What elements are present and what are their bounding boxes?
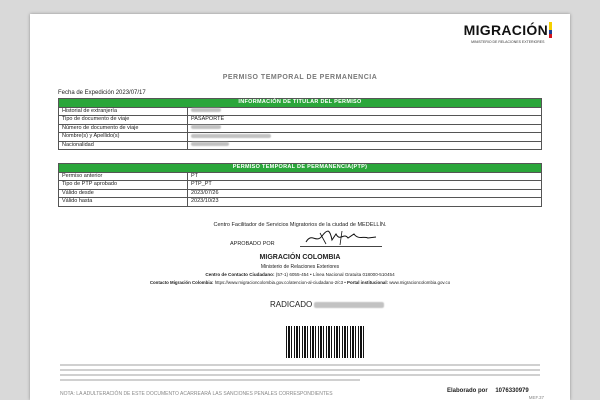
- row-label: Válido desde: [59, 189, 188, 198]
- barcode-image: [286, 326, 366, 358]
- issue-date: Fecha de Expedición 2023/07/17: [58, 90, 146, 96]
- row-label: Válido hasta: [59, 198, 188, 207]
- elaborated-label: Elaborado por: [447, 388, 488, 394]
- org-name: MIGRACIÓN COLOMBIA: [259, 254, 341, 261]
- contact-web-line: Contacto Migración Colombia: https://www.migracioncolombia.gov.co/atencion-al-ciudadano-2/c3 • Portal institucional: www.migracioncolombia.gov.co: [149, 280, 451, 285]
- permit-info-table: [58, 163, 542, 207]
- row-value: [188, 124, 542, 133]
- fine-print-line: [60, 369, 540, 371]
- row-label: Tipo de documento de viaje: [59, 116, 188, 125]
- holder-section-header: INFORMACIÓN DE TITULAR DEL PERMISO: [59, 99, 542, 108]
- table-row: [59, 189, 542, 198]
- row-value: [188, 133, 542, 142]
- logo-subtitle: MINISTERIO DE RELACIONES EXTERIORES: [471, 40, 545, 44]
- redacted-radicado: [314, 302, 384, 308]
- row-value: PTP_PT: [188, 181, 542, 190]
- row-value: PASAPORTE: [188, 116, 542, 125]
- fine-print-line: [60, 374, 540, 376]
- contact-web-link[interactable]: https://www.migracioncolombia.gov.co/atencion-al-ciudadano-2/c3: [214, 280, 344, 285]
- migracion-logo: [464, 22, 552, 44]
- permit-section-header: PERMISO TEMPORAL DE PERMANENCIA(PTP): [59, 164, 542, 173]
- document-page: [30, 14, 570, 400]
- radicado-label: RADICADO: [270, 300, 313, 309]
- redacted-value: [191, 134, 271, 138]
- signature-image: [302, 228, 382, 248]
- contact-center-label: Centro de Contacto Ciudadano:: [205, 272, 275, 277]
- table-row: [59, 133, 542, 142]
- service-center-text: Centro Facilitador de Servicios Migratorios de la ciudad de MEDELLÍN.: [213, 222, 387, 228]
- table-row: [59, 198, 542, 207]
- elaborated-by: [447, 388, 535, 394]
- row-value: [188, 141, 542, 150]
- meta-code: MEF.37: [528, 395, 544, 400]
- signature-line: [300, 246, 382, 247]
- colombia-flag-icon: [549, 22, 552, 38]
- row-label: Tipo de PTP aprobado: [59, 181, 188, 190]
- radicado-line: [270, 300, 384, 309]
- portal-link[interactable]: www.migracioncolombia.gov.co: [389, 280, 451, 285]
- redacted-value: [191, 125, 221, 129]
- table-row: [59, 116, 542, 125]
- table-row: [59, 107, 542, 116]
- table-row: [59, 124, 542, 133]
- portal-label: Portal institucional:: [347, 280, 388, 285]
- table-row: [59, 172, 542, 181]
- row-label: Nacionalidad: [59, 141, 188, 150]
- table-row: [59, 141, 542, 150]
- row-value: 2023/10/23: [188, 198, 542, 207]
- document-title: PERMISO TEMPORAL DE PERMANENCIA: [222, 74, 378, 81]
- row-value: PT: [188, 172, 542, 181]
- ministry-name: Ministerio de Relaciones Exteriores: [260, 264, 340, 270]
- holder-info-table: [58, 98, 542, 150]
- fine-print-line: [60, 379, 360, 381]
- row-label: Historial de extranjería: [59, 107, 188, 116]
- row-label: Número de documento de viaje: [59, 124, 188, 133]
- redacted-value: [191, 142, 229, 146]
- redacted-value: [191, 108, 221, 112]
- contact-center-line: [30, 272, 570, 277]
- contact-center-value: (57-1) 6055-454 • Línea Nacional Gratuita 018000-510454: [275, 272, 395, 277]
- table-row: [59, 181, 542, 190]
- elaborated-value: 1076330979: [495, 388, 529, 394]
- logo-text: MIGRACIÓN: [463, 22, 548, 38]
- fine-print-line: [60, 364, 540, 366]
- row-value: 2023/07/26: [188, 189, 542, 198]
- approved-by-label: APROBADO POR: [230, 241, 275, 247]
- row-label: Nombre(s) y Apellido(s): [59, 133, 188, 142]
- contact-web-label: Contacto Migración Colombia:: [149, 280, 214, 285]
- row-label: Permiso anterior: [59, 172, 188, 181]
- legal-note: NOTA: LA ADULTERACIÓN DE ESTE DOCUMENTO ACARREARÁ LAS SANCIONES PENALES CORRESPONDIENTES: [60, 391, 333, 397]
- row-value: [188, 107, 542, 116]
